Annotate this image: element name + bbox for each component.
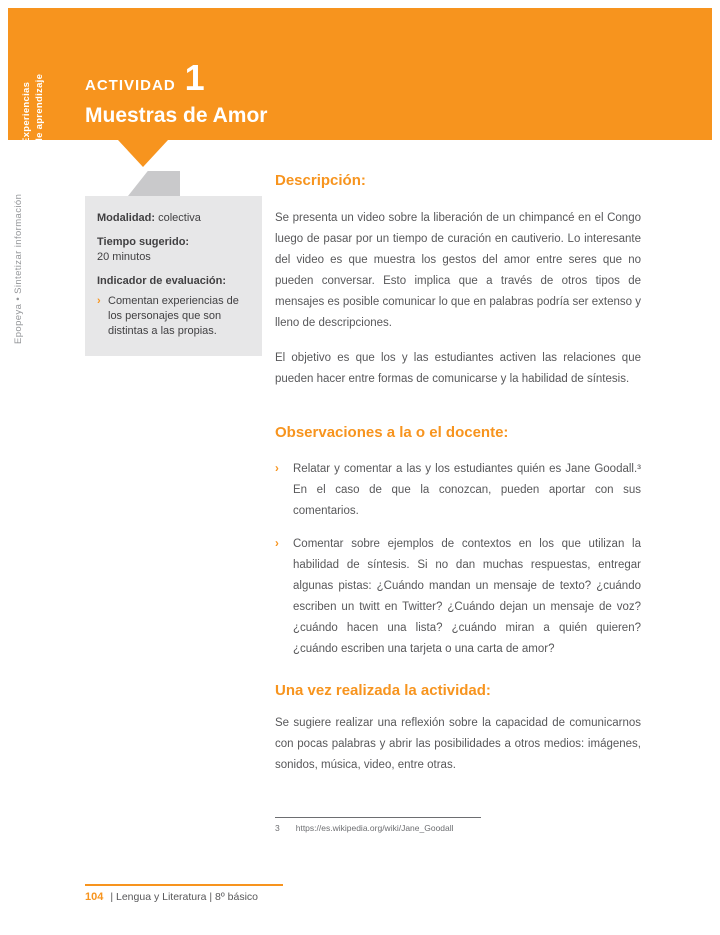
footnote — [275, 823, 641, 833]
observaciones-heading: Observaciones a la o el docente: — [275, 424, 509, 441]
indicador-bullet-text: Comentan experiencias de los personajes que son distintas a las propias. — [108, 295, 239, 337]
actividad-paragraph: Se sugiere realizar una reflexión sobre la capacidad de comunicarnos con pocas palabras y abrir las posibilidades a otros medios: imágenes, sonidos, música, video, entre otras. — [275, 717, 641, 771]
indicador-bullet-item — [97, 294, 250, 339]
observaciones-list — [275, 459, 641, 660]
modalidad-label: Modalidad: — [97, 212, 156, 224]
descripcion-paragraph-2: El objetivo es que los y las estudiantes activen las relaciones que pueden hacer entre formas de comunicarse y la habilidad de síntesis. — [275, 352, 641, 385]
infobox-tab-shape — [128, 171, 180, 196]
header-side-label-line2: de aprendizaje — [34, 73, 45, 144]
tiempo-value: 20 minutos — [97, 251, 151, 263]
footnote-divider — [275, 817, 481, 818]
footer-divider — [85, 884, 283, 886]
activity-number: 1 — [184, 57, 205, 98]
descripcion-paragraph-1: Se presenta un video sobre la liberación de un chimpancé en el Congo luego de pasar por un tiempo de curación en cautiverio. Lo interesante del video es que muestra los gestos del amor entre seres que no pueden conversar. Esto implica que a través de otros tipos de mensajes es posible comunicar lo que en palabras podría ser extenso y lleno de descripciones. — [275, 212, 641, 329]
observacion-text-2: Comentar sobre ejemplos de contextos en los que utilizan la habilidad de síntesis. Si no dan muchas respuestas, entregar algunas pistas: ¿Cuándo mandan un mensaje de texto? ¿cuándo escriben un twitt en Twitter? ¿Cuándo dejan un mensaje de voz? ¿cuándo hacen una lista? ¿cuándo miran a quién quieren? ¿cuándo escriben una tarjeta o una carta de amor? — [293, 538, 641, 655]
modalidad-value: colectiva — [158, 212, 201, 224]
bullet-marker-icon: › — [275, 463, 279, 475]
activity-kicker: ACTIVIDAD — [85, 77, 176, 94]
activity-title: Muestras de Amor — [85, 104, 268, 127]
page-footer — [85, 891, 258, 903]
header-side-label-line1: Experiencias — [21, 81, 32, 144]
main-content — [275, 172, 641, 776]
observacion-text-1: Relatar y comentar a las y los estudiantes quién es Jane Goodall.³ En el caso de que la conozcan, pueden aportar con sus comentarios. — [293, 463, 641, 517]
ribbon-pointer-shape — [118, 140, 168, 167]
tiempo-label: Tiempo sugerido: — [97, 236, 190, 248]
actividad-heading: Una vez realizada la actividad: — [275, 682, 491, 699]
page-number: 104 — [85, 891, 104, 903]
bullet-marker-icon: › — [275, 538, 279, 550]
footnote-url: https://es.wikipedia.org/wiki/Jane_Goodall — [295, 823, 454, 833]
modalidad-row — [97, 211, 250, 226]
descripcion-heading: Descripción: — [275, 172, 366, 189]
activity-info-box — [85, 196, 262, 356]
activity-header — [8, 8, 712, 144]
tiempo-row — [97, 235, 250, 265]
list-item — [275, 534, 641, 660]
activity-kicker-row — [85, 57, 205, 98]
list-item — [275, 459, 641, 522]
unit-vertical-label: Epopeya • Sintetizar información — [13, 193, 24, 344]
indicador-label: Indicador de evaluación: — [97, 275, 226, 287]
bullet-marker-icon: › — [97, 295, 101, 307]
header-side-label — [20, 34, 46, 144]
footnote-number: 3 — [275, 823, 280, 833]
footer-text: | Lengua y Literatura | 8º básico — [110, 891, 258, 903]
